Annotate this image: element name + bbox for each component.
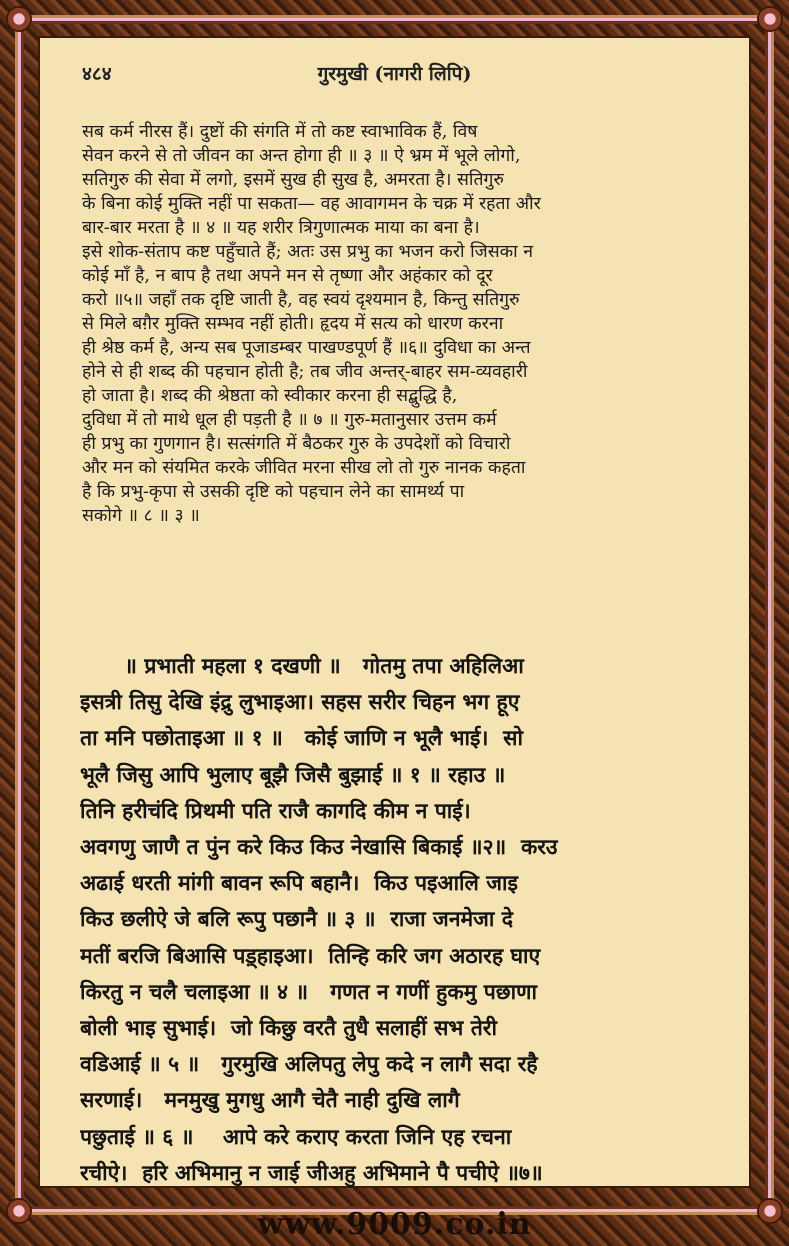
commentary-line: ही प्रभु का गुणगान है। सत्संगति में बैठकर गुरु के उपदेशों को विचारो [82, 434, 511, 454]
hymn-line: पछुताई ॥ ६ ॥ आपे करे कराए करता जिनि एह रचना [80, 1123, 512, 1149]
commentary-line: दुविधा में तो माथे धूल ही पड़ती है ॥ ७ ॥ गुरु-मतानुसार उत्तम कर्म [82, 410, 497, 430]
commentary-line: सेवन करने से तो जीवन का अन्त होगा ही ॥ ३ ॥ ऐ भ्रम में भूले लोगो, [82, 146, 521, 166]
commentary-line: सतिगुरु की सेवा में लगो, इसमें सुख ही सुख है, अमरता है। सतिगुरु [82, 170, 504, 190]
hymn-line: भूलै जिसु आपि भुलाए बूझै जिसै बुझाई ॥ १ ॥ रहाउ ॥ [80, 761, 506, 787]
commentary-line: ही श्रेष्ठ कर्म है, अन्य सब पूजाडम्बर पाखण्डपूर्ण हैं ॥६॥ दुविधा का अन्त [82, 338, 531, 358]
commentary-line: करो ॥५॥ जहाँ तक दृष्टि जाती है, वह स्वयं दृश्यमान है, किन्तु सतिगुरु [82, 290, 520, 310]
website-url: www.9009.co.in [257, 1207, 532, 1242]
commentary-line: और मन को संयमित करके जीवित मरना सीख लो तो गुरु नानक कहता [82, 458, 526, 478]
hymn-line: तिनि हरीचंदि प्रिथमी पति राजै कागदि कीम न पाई। [80, 797, 471, 823]
commentary-line: है कि प्रभु-कृपा से उसकी दृष्टि को पहचान लेने का सामर्थ्य पा [82, 482, 465, 502]
hymn-line: अवगणु जाणै त पुंन करे किउ किउ नेखासि बिकाई ॥२॥ करउ [80, 834, 558, 860]
commentary-line: सब कर्म नीरस हैं। दुष्टों की संगति में तो कष्ट स्वाभाविक हैं, विष [82, 122, 478, 142]
page-title: गुरमुखी (नागरी लिपि) [317, 63, 472, 85]
hymn-line: मतीं बरजि बिआसि पड़्हाइआ। तिन्हि करि जग अठारह घाए [80, 942, 541, 968]
page-number: ४८४ [82, 63, 112, 85]
commentary-line: इसे शोक-संताप कष्ट पहुँचाते हैं; अतः उस प्रभु का भजन करो जिसका न [82, 242, 534, 262]
commentary-line: सकोगे ॥ ८ ॥ ३ ॥ [82, 506, 200, 526]
hymn-line: किउ छलीऐ जे बलि रूपु पछानै ॥ ३ ॥ राजा जनमेजा दे [80, 906, 513, 932]
hymn-line: बोली भाइ सुभाई। जो किछु वरतै तुधै सलाहीं सभ तेरी [80, 1015, 497, 1041]
commentary-line: से मिले बग़ैर मुक्ति सम्भव नहीं होती। हृदय में सत्य को धारण करना [82, 314, 504, 334]
commentary-line: बार-बार मरता है ॥ ४ ॥ यह शरीर त्रिगुणात्मक माया का बना है। [82, 218, 480, 238]
commentary-line: के बिना कोई मुक्ति नहीं पा सकता— वह आवागमन के चक्र में रहता और [82, 194, 541, 214]
hymn-line: ता मनि पछोताइआ ॥ १ ॥ कोई जाणि न भूलै भाई। सो [80, 725, 523, 751]
commentary-line: कोई माँ है, न बाप है तथा अपने मन से तृष्णा और अहंकार को दूर [82, 266, 493, 286]
hymn-line: सरणाई। मनमुखु मुगधु आगै चेतै नाही दुखि लागै [80, 1087, 460, 1113]
hymn-text [80, 648, 720, 1191]
hymn-line: इसत्री तिसु देखि इंद्रु लुभाइआ। सहस सरीर चिहन भग हूए [80, 689, 520, 715]
corner-ornament-icon [757, 6, 783, 32]
commentary-line: होने से ही शब्द की पहचान होती है; तब जीव अन्तर्-बाहर सम-व्यवहारी [82, 362, 528, 382]
commentary-text [82, 120, 714, 528]
corner-ornament-icon [6, 6, 32, 32]
hymn-line: रचीऐ। हरि अभिमानु न जाई जीअहु अभिमाने पै पचीऐ ॥७॥ [80, 1159, 543, 1185]
hymn-line: ॥ प्रभाती महला १ दखणी ॥ गोतमु तपा अहिलिआ [80, 653, 524, 678]
hymn-line: अढाई धरती मांगी बावन रूपि बहानै। किउ पइआलि जाइ [80, 870, 518, 896]
hymn-line: किरतु न चलै चलाइआ ॥ ४ ॥ गणत न गणीं हुकमु पछाणा [80, 978, 537, 1004]
commentary-line: हो जाता है। शब्द की श्रेष्ठता को स्वीकार करना ही सद्बुद्धि है, [82, 386, 458, 406]
page-header [40, 60, 749, 90]
hymn-line: वडिआई ॥ ५ ॥ गुरमुखि अलिपतु लेपु कदे न लागै सदा रहै [80, 1051, 538, 1077]
